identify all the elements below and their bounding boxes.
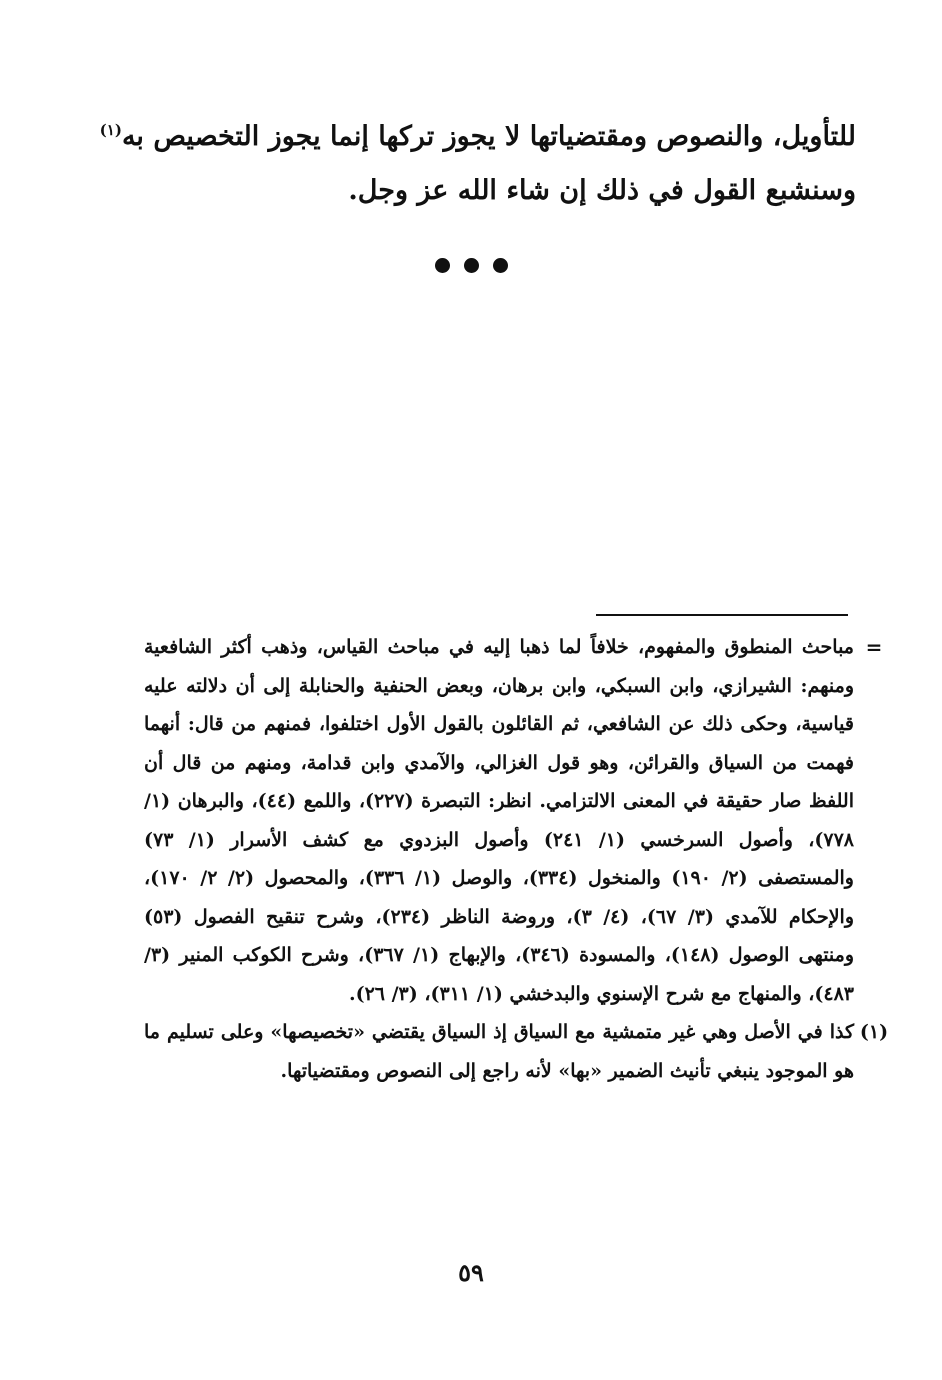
- separator-dot: [493, 258, 508, 273]
- main-text: [86, 110, 856, 218]
- footnote-continuation-text: مباحث المنطوق والمفهوم، خلافاً لما ذهبا إليه في مباحث القياس، وذهب أكثر الشافعية ومنهم: الشيرازي، وابن السبكي، وابن برهان، وبعض الحنفية والحنابلة إلى أن دلالته عليه قياسية، وحكى ذلك عن الشافعي، ثم القائلون بالقول الأول اختلفوا، فمنهم من قال: أنهما فهمت من السياق والقرائن، وهو قول الغزالي، والآمدي وابن قدامة، ومنهم من قال أن اللفظ صار حقيقة في المعنى الالتزامي. انظر: التبصرة (٢٢٧)، واللمع (٤٤)، والبرهان (١/ ٧٧٨)، وأصول السرخسي (١/ ٢٤١) وأصول البزدوي مع كشف الأسرار (١/ ٧٣) والمستصفى (٢/ ١٩٠) والمنخول (٣٣٤)، والوصل (١/ ٣٣٦)، والمحصول (٢/ ٢/ ١٧٠)، والإحكام للآمدي (٣/ ٦٧)، (٤/ ٣)، وروضة الناظر (٢٣٤)، وشرح تنقيح الفصول (٥٣) ومنتهى الوصول (١٤٨)، والمسودة (٣٤٦)، والإبهاج (١/ ٣٦٧)، وشرح الكوكب المنير (٣/ ٤٨٣)، والمنهاج مع شرح الإسنوي والبدخشي (١/ ٣١١)، (٣/ ٢٦).: [144, 636, 855, 1005]
- footnote-1: [144, 1013, 889, 1090]
- continuation-marker: =: [865, 635, 883, 659]
- main-text-line-2: وسنشبع القول في ذلك إن شاء الله عز وجل.: [348, 175, 856, 206]
- footnote-1-text: كذا في الأصل وهي غير متمشية مع السياق إذ السياق يقتضي «تخصيصها» وعلى تسليم ما هو الموجود ينبغي تأنيث الضمير «بها» لأنه راجع إلى النصوص ومقتضياتها.: [144, 1021, 854, 1082]
- section-separator: [0, 258, 942, 273]
- main-text-line-1: [86, 110, 856, 164]
- footnotes: [144, 628, 889, 1090]
- footnote-divider: [596, 614, 848, 616]
- footnote-continuation: [144, 628, 883, 1013]
- footnote-reference[interactable]: (١): [99, 121, 122, 139]
- separator-dot: [464, 258, 479, 273]
- separator-dot: [435, 258, 450, 273]
- main-text-line-1-content: للتأويل، والنصوص ومقتضياتها لا يجوز تركها إنما يجوز التخصيص به: [121, 121, 856, 152]
- page-number: ٥٩: [458, 1258, 484, 1287]
- footnote-1-marker: (١): [859, 1021, 889, 1043]
